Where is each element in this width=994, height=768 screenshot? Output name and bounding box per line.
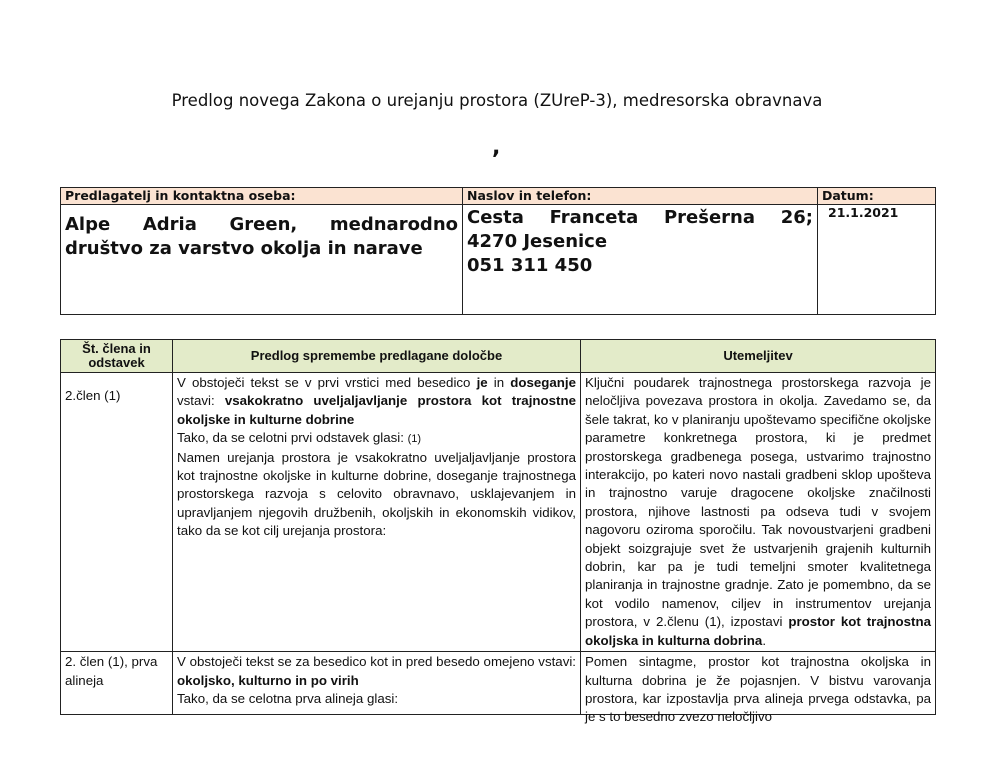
article-cell: 2.člen (1) — [61, 373, 173, 652]
justification-column-header: Utemeljitev — [581, 340, 936, 373]
proposal-column-header: Predlog spremembe predlagane določbe — [173, 340, 581, 373]
article-cell: 2. člen (1), prva alineja — [61, 652, 173, 715]
date-value: 21.1.2021 — [818, 205, 936, 315]
proposer-header: Predlagatelj in kontaktna oseba: — [61, 188, 463, 205]
document-title: Predlog novega Zakona o urejanju prostora (ZUreP-3), medresorska obravnava — [171, 91, 823, 110]
table-row — [61, 373, 936, 652]
address-street: Cesta Franceta Prešerna 26; — [467, 207, 813, 228]
address-header: Naslov in telefon: — [463, 188, 818, 205]
proposal-cell — [173, 652, 581, 715]
justification-cell: Pomen sintagme, prostor kot trajnostna okoljska in kulturna dobrina je že pojasnjen. V bistvu varovanja prostora, kar izpostavlja prva alineja prvega odstavka, pa je s to besedno zvezo neločljivo — [581, 652, 936, 715]
proposer-name: Alpe Adria Green, mednarodno društvo za varstvo okolja in narave — [61, 205, 463, 315]
table-row — [61, 652, 936, 715]
proposal-paragraph: V obstoječi tekst se v prvi vrstici med besedico je in doseganje vstavi: vsakokratno uveljaljavljanje prostora kot trajnostne okoljske in kulturne dobrine — [177, 375, 576, 427]
article-column-header: Št. člena in odstavek — [61, 340, 173, 373]
proposal-paragraph: V obstoječi tekst se za besedico kot in pred besedo omejeno vstavi: okoljsko, kulturno in po virih — [177, 654, 576, 688]
justification-cell: Ključni poudarek trajnostnega prostorskega razvoja je neločljiva povezava prostora in okolja. Zavedamo se, da šele takrat, ko v planiranju upoštevamo specifične okoljske parametre konkretnega prostora, ki je predmet prostorskega gradbenega posega, ustvarimo trajnostno interakcijo, po kateri novo nastali gradbeni sklop upošteva in trajnostno varuje dragocene okoljske značilnosti prostora, njihove lastnosti pa odseva tudi v svojem nagovoru oziroma sporočilu. Tak novoustvarjeni gradbeni objekt soizgrajuje svet že ustvarjenih grajenih kulturnih dobrin, kar pa je tudi temeljni smoter kvalitetnega planiranja in trajnostne gradnje. Zato je pomembno, da se kot vodilo namenov, ciljev in instrumentov urejanja prostora, v 2.členu (1), izpostavi prostor kot trajnostna okoljska in kulturna dobrina. — [581, 373, 936, 652]
stray-comma: , — [492, 135, 501, 160]
proposal-paragraph: Tako, da se celotna prva alineja glasi: — [177, 690, 399, 706]
proposer-table — [60, 187, 936, 315]
address-city: 4270 Jesenice — [467, 231, 608, 252]
proposal-cell — [173, 373, 581, 652]
proposal-paragraph: Namen urejanja prostora je vsakokratno uveljaljavljanje prostora kot trajnostne okoljske in kulturne dobrine, doseganje trajnostnega prostorskega razvoja s celovito obravnavo, usklajevanjem in upravljanjem njegovih družbenih, okoljskih in ekonomskih vidikov, tako da se kot cilj urejanja prostora: — [177, 449, 576, 539]
proposal-paragraph: Tako, da se celotni prvi odstavek glasi: (1) — [177, 430, 422, 446]
address-cell — [463, 205, 818, 315]
phone-number: 051 311 450 — [467, 255, 593, 276]
proposals-table — [60, 339, 936, 725]
date-header: Datum: — [818, 188, 936, 205]
